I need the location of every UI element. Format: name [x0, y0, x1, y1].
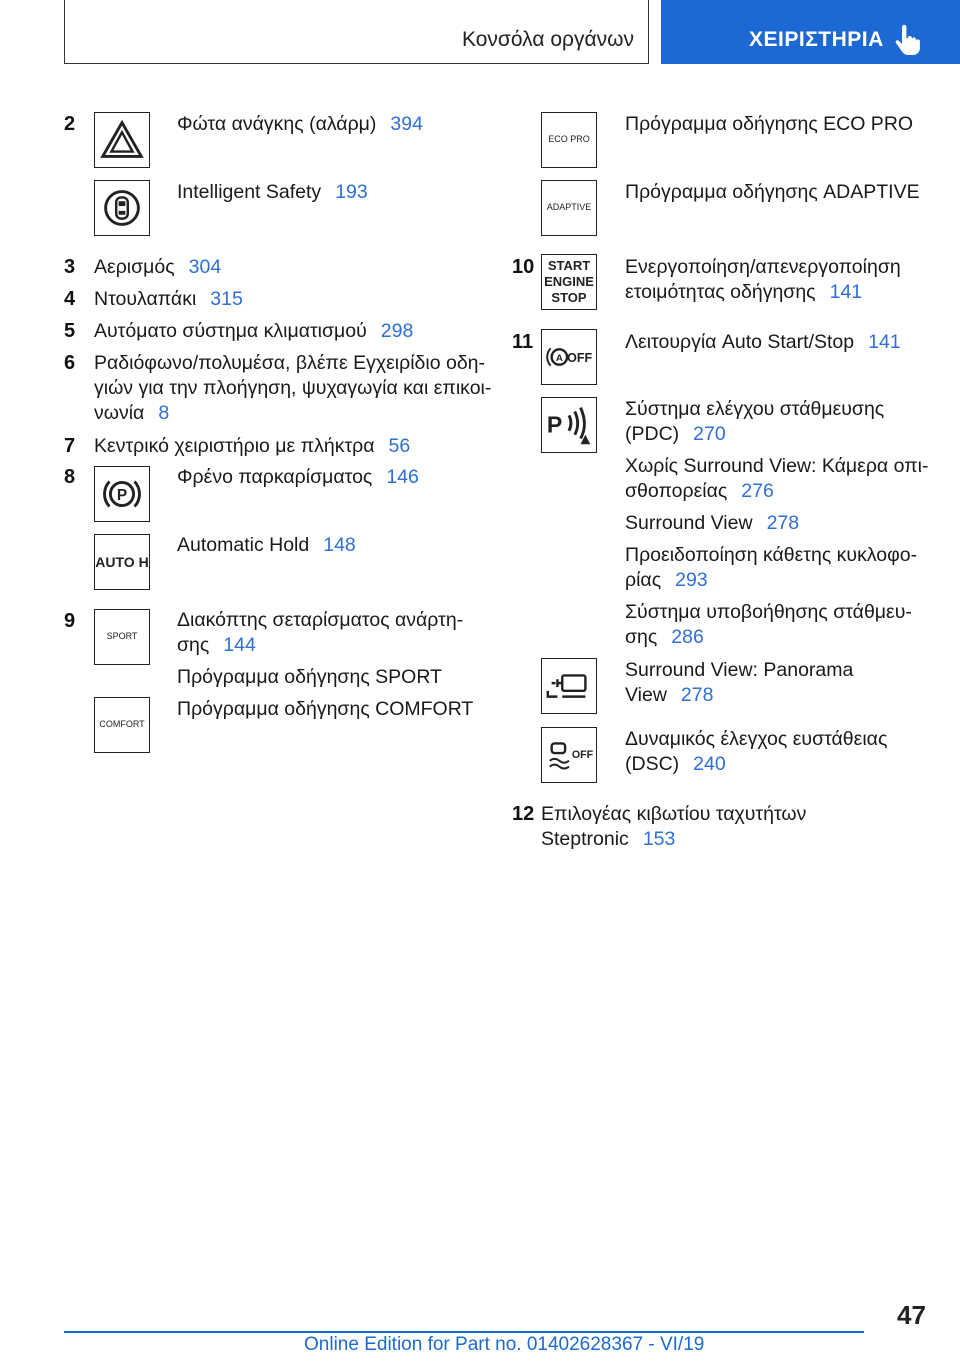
item-number-6: 6: [64, 352, 76, 374]
entry-text: Automatic Hold: [177, 534, 310, 556]
item-number-9: 9: [64, 610, 76, 632]
item-number-12: 12: [512, 803, 535, 825]
entry-text-line: Σύστημα υποβοήθησης στάθμευ‐: [625, 601, 912, 623]
entry-text: Φρένο παρκαρίσματος: [177, 466, 373, 488]
page-ref-link[interactable]: 293: [675, 569, 708, 591]
svg-text:A: A: [555, 352, 563, 364]
entry-hazard-lights: [177, 112, 423, 137]
eco-pro-icon: [541, 112, 597, 168]
entry-text-line: Steptronic: [541, 828, 629, 850]
item-number-10: 10: [512, 256, 535, 278]
entry-text-line: νωνία: [94, 402, 145, 424]
entry-automatic-hold: [177, 533, 356, 558]
entry-ventilation: [94, 255, 221, 280]
entry-eco-pro: [625, 112, 913, 137]
page-ref-link[interactable]: 270: [693, 423, 726, 445]
page-ref-link[interactable]: 315: [210, 288, 243, 310]
entry-text: Πρόγραμμα οδήγησης COMFORT: [177, 698, 474, 720]
page-ref-link[interactable]: 278: [680, 684, 714, 706]
icon-label: START: [547, 258, 591, 273]
icon-label: OFF: [567, 350, 593, 365]
entry-text-line: Δυναμικός έλεγχος ευστάθειας: [625, 728, 888, 750]
header-section-box: [64, 0, 649, 64]
entry-text: Intelligent Safety: [177, 181, 322, 203]
auto-start-stop-icon: [541, 329, 597, 385]
page-ref-link[interactable]: 304: [188, 256, 222, 278]
item-number-4: 4: [64, 288, 76, 310]
entry-text-line: Διακόπτης σεταρίσματος ανάρτη‐: [177, 609, 464, 631]
dsc-off-icon: [541, 727, 597, 783]
entry-text-line: Ενεργοποίηση/απενεργοποίηση: [625, 256, 901, 278]
entry-parking-brake: [177, 465, 419, 490]
item-number-5: 5: [64, 320, 76, 342]
page-ref-link[interactable]: 153: [642, 828, 676, 850]
page-ref-link[interactable]: 276: [741, 480, 774, 502]
page-ref-link[interactable]: 8: [158, 402, 170, 424]
entry-drive-readiness: [625, 255, 901, 305]
hazard-warning-icon: [94, 112, 150, 168]
entry-adaptive: [625, 180, 920, 205]
entry-automatic-climate: [94, 319, 413, 344]
item-number-8: 8: [64, 466, 76, 488]
entry-intelligent-safety: [177, 180, 368, 205]
entry-central-controller: [94, 434, 410, 459]
page-ref-link[interactable]: 298: [380, 320, 414, 342]
icon-label: STOP: [551, 290, 587, 305]
entry-text: Αυτόματο σύστημα κλιματισμού: [94, 320, 367, 342]
start-engine-stop-icon: [541, 254, 597, 310]
entry-pdc: [625, 397, 928, 650]
entry-text: Κεντρικό χειριστήριο με πλήκτρα: [94, 435, 375, 457]
page-ref-link[interactable]: 146: [386, 466, 419, 488]
entry-text-line: Surround View: [625, 512, 753, 534]
entry-glove-box: [94, 287, 243, 312]
page-ref-link[interactable]: 141: [868, 331, 901, 353]
item-number-3: 3: [64, 256, 76, 278]
pointing-hand-icon: [893, 24, 921, 56]
entry-text-line: ετοιμότητας οδήγησης: [625, 281, 816, 303]
header-chapter-title: ΧΕΙΡΙΣΤΗΡΙΑ: [749, 28, 884, 51]
svg-text:P: P: [116, 486, 128, 504]
page-ref-link[interactable]: 394: [390, 113, 423, 135]
header-chapter-tab[interactable]: [661, 0, 960, 64]
page-ref-link[interactable]: 56: [388, 435, 411, 457]
auto-hold-icon: [94, 534, 150, 590]
entry-text-line: Surround View: Panorama: [625, 659, 854, 681]
entry-text-line: (PDC): [625, 423, 680, 445]
header-section-title: Κονσόλα οργάνων: [462, 28, 634, 51]
footer-divider: [64, 1331, 864, 1333]
page-ref-link[interactable]: 148: [323, 534, 356, 556]
page-ref-link[interactable]: 193: [335, 181, 368, 203]
entry-text-line: Χωρίς Surround View: Κάμερα οπι‐: [625, 455, 929, 477]
entry-text-line: γιών για την πλοήγηση, ψυχαγωγία και επικοι‐: [94, 377, 492, 399]
entry-text: Πρόγραμμα οδήγησης ECO PRO: [625, 113, 914, 135]
page-number: 47: [897, 1300, 926, 1330]
pdc-icon: [541, 397, 597, 453]
sport-mode-icon: [94, 609, 150, 665]
entry-text-line: Προειδοποίηση κάθετης κυκλοφο‐: [625, 544, 918, 566]
entry-text-line: Επιλογέας κιβωτίου ταχυτήτων: [541, 803, 807, 825]
page-ref-link[interactable]: 144: [223, 634, 256, 656]
page-ref-link[interactable]: 141: [829, 281, 863, 303]
entry-text-line: Σύστημα ελέγχου στάθμευσης: [625, 398, 885, 420]
entry-panorama-view: [625, 658, 853, 708]
icon-label: ENGINE: [544, 274, 594, 289]
entry-text-line: (DSC): [625, 753, 680, 775]
entry-text-line: Πρόγραμμα οδήγησης SPORT: [177, 666, 442, 688]
entry-text-line: ρίας: [625, 569, 662, 591]
entry-text-line: σθοπορείας: [625, 480, 728, 502]
icon-label: ECO PRO: [548, 134, 590, 144]
intelligent-safety-icon: [94, 180, 150, 236]
comfort-mode-icon: [94, 697, 150, 753]
icon-label: SPORT: [106, 631, 138, 641]
entry-text: Πρόγραμμα οδήγησης ADAPTIVE: [625, 181, 920, 203]
item-number-11: 11: [512, 331, 534, 353]
panorama-view-icon: [541, 658, 597, 714]
entry-steptronic: [541, 802, 806, 852]
entry-text-line: Ραδιόφωνο/πολυμέσα, βλέπε Εγχειρίδιο οδη‐: [94, 352, 486, 374]
entry-radio-multimedia: [94, 351, 491, 426]
entry-text: Λειτουργία Auto Start/Stop: [625, 331, 855, 353]
icon-label: COMFORT: [99, 719, 145, 729]
entry-suspension-switch: [177, 608, 463, 690]
icon-label: AUTO H: [95, 554, 149, 570]
page-ref-link[interactable]: 278: [766, 512, 800, 534]
entry-comfort-mode: [177, 697, 473, 722]
entry-text-line: σης: [625, 626, 658, 648]
svg-text:P: P: [546, 411, 563, 438]
entry-text-line: View: [625, 684, 667, 706]
icon-label: ADAPTIVE: [546, 202, 592, 212]
entry-auto-start-stop: [625, 330, 901, 355]
parking-brake-icon: [94, 466, 150, 522]
entry-text: Αερισμός: [94, 256, 175, 278]
adaptive-mode-icon: [541, 180, 597, 236]
entry-text: Ντουλαπάκι: [94, 288, 197, 310]
footer-edition: Online Edition for Part no. 01402628367 - VI/19: [304, 1334, 705, 1355]
icon-label: OFF: [571, 748, 594, 761]
page-ref-link[interactable]: 286: [671, 626, 704, 648]
entry-dsc: [625, 727, 887, 777]
page-ref-link[interactable]: 240: [693, 753, 726, 775]
entry-text-line: σης: [177, 634, 210, 656]
item-number-7: 7: [64, 435, 76, 457]
entry-text: Φώτα ανάγκης (αλάρμ): [177, 113, 377, 135]
item-number-2: 2: [64, 113, 76, 135]
